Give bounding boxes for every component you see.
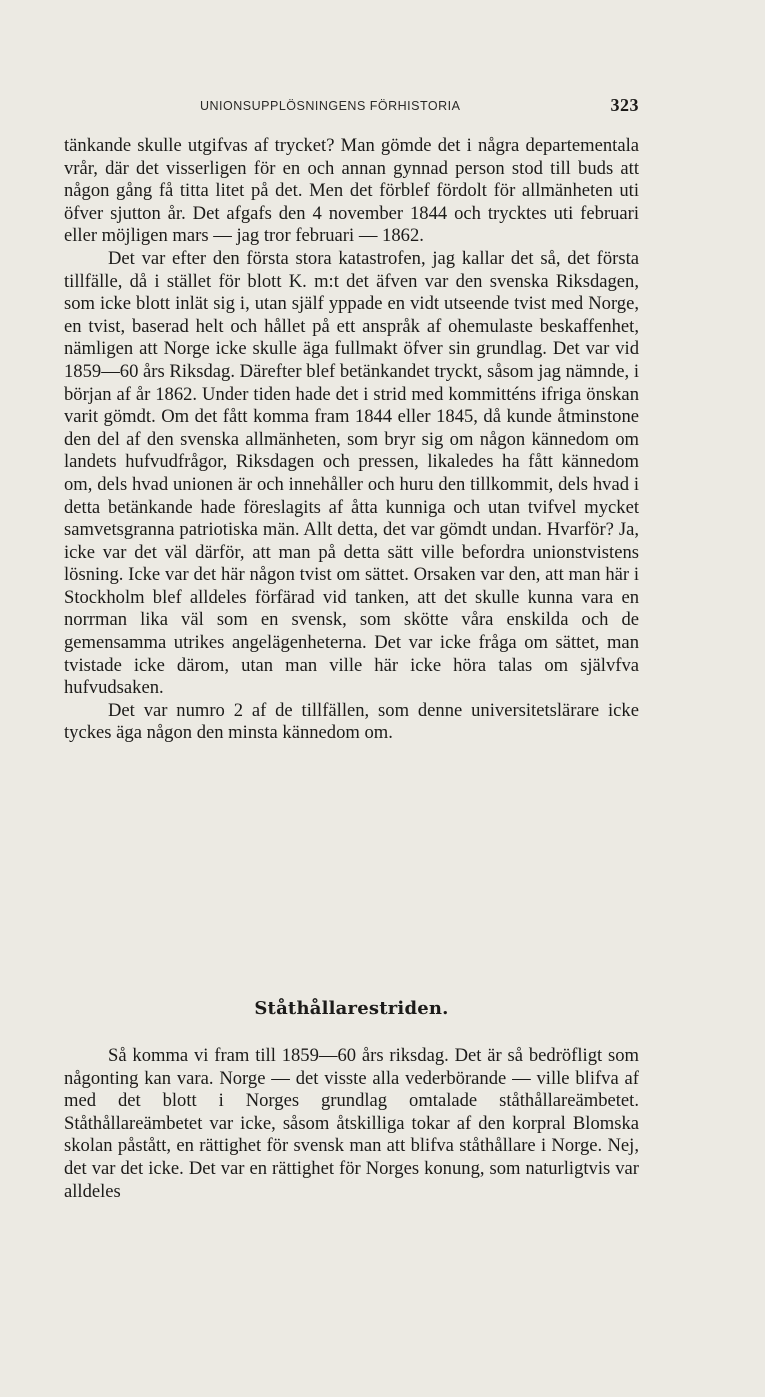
paragraph: Det var efter den första stora katastrofen, jag kallar det så, det första tillfälle, då i stället för blott K. m:t det äfven var den svenska Riksdagen, som icke blott inlät sig i, utan själf yppade en vidt utseende tvist med Norge, en tvist, baserad helt och hållet på ett anspråk af ohemulaste beskaffenhet, nämligen att Norge icke skulle äga fullmakt öfver sin grundlag. Det var vid 1859—60 års Riksdag. Därefter blef betänkandet tryckt, såsom jag nämnde, i början af år 1862. Under tiden hade det i strid med kommitténs ifriga önskan varit gömdt. Om det fått komma fram 1844 eller 1845, då kunde åtminstone den del af den svenska allmänheten, som bryr sig om någon kännedom om landets hufvudfrågor, Riksdagen och pressen, likaledes ha fått kännedom om, dels hvad unionen är och innehåller och huru den tillkommit, dels hvad i detta betänkande hade föreslagits af åtta kunniga och utan tvifvel mycket samvetsgranna patriotiska män. Allt detta, det var gömdt undan. Hvarför? Ja, icke var det väl därför, att man på detta sätt ville befordra unionstvistens lösning. Icke var det här någon tvist om sättet. Orsaken var den, att man här i Stockholm blef alldeles förfärad vid tanken, att det skulle kunna vara en norrman lika väl som en svensk, som skötte våra enskilda och de gemensamma utrikes angelägenheterna. Det var icke fråga om sättet, man tvistade icke därom, utan man ville här icke höra talas om självfva hufvudsaken. [64,247,639,699]
section-heading: Ståthållarestriden. [254,998,449,1019]
page-header [64,95,639,119]
paragraph: Det var numro 2 af de tillfällen, som denne universitetslärare icke tyckes äga någon den minsta kännedom om. [64,699,639,744]
main-text-block [64,135,639,745]
page-number: 323 [610,95,639,115]
paragraph-continuation: tänkande skulle utgifvas af trycket? Man gömde det i några departementala vrår, där det visserligen för en och annan gynnad person stod till buds att någon gång få titta litet på det. Men det förblef fördolt för allmänheten uti öfver sjutton år. Det afgafs den 4 november 1844 och trycktes uti februari eller möjligen mars — jag tror februari — 1862. [64,135,639,247]
paragraph: Så komma vi fram till 1859—60 års riksdag. Det är så bedröfligt som någonting kan vara. Norge — det visste alla vederbörande — ville blifva af med det blott i Norges grundlag omtalade ståthållareämbetet. Ståthållareämbetet var icke, såsom åtskilliga tokar af den korpral Blomska skolan påstått, en rättighet för svensk man att blifva ståthållare i Norge. Nej, det var det icke. Det var en rättighet för Norges konung, som naturligtvis var alldeles [64,1045,639,1202]
section-text-block [64,1045,639,1203]
running-head: UNIONSUPPLÖSNINGENS FÖRHISTORIA [200,99,461,113]
